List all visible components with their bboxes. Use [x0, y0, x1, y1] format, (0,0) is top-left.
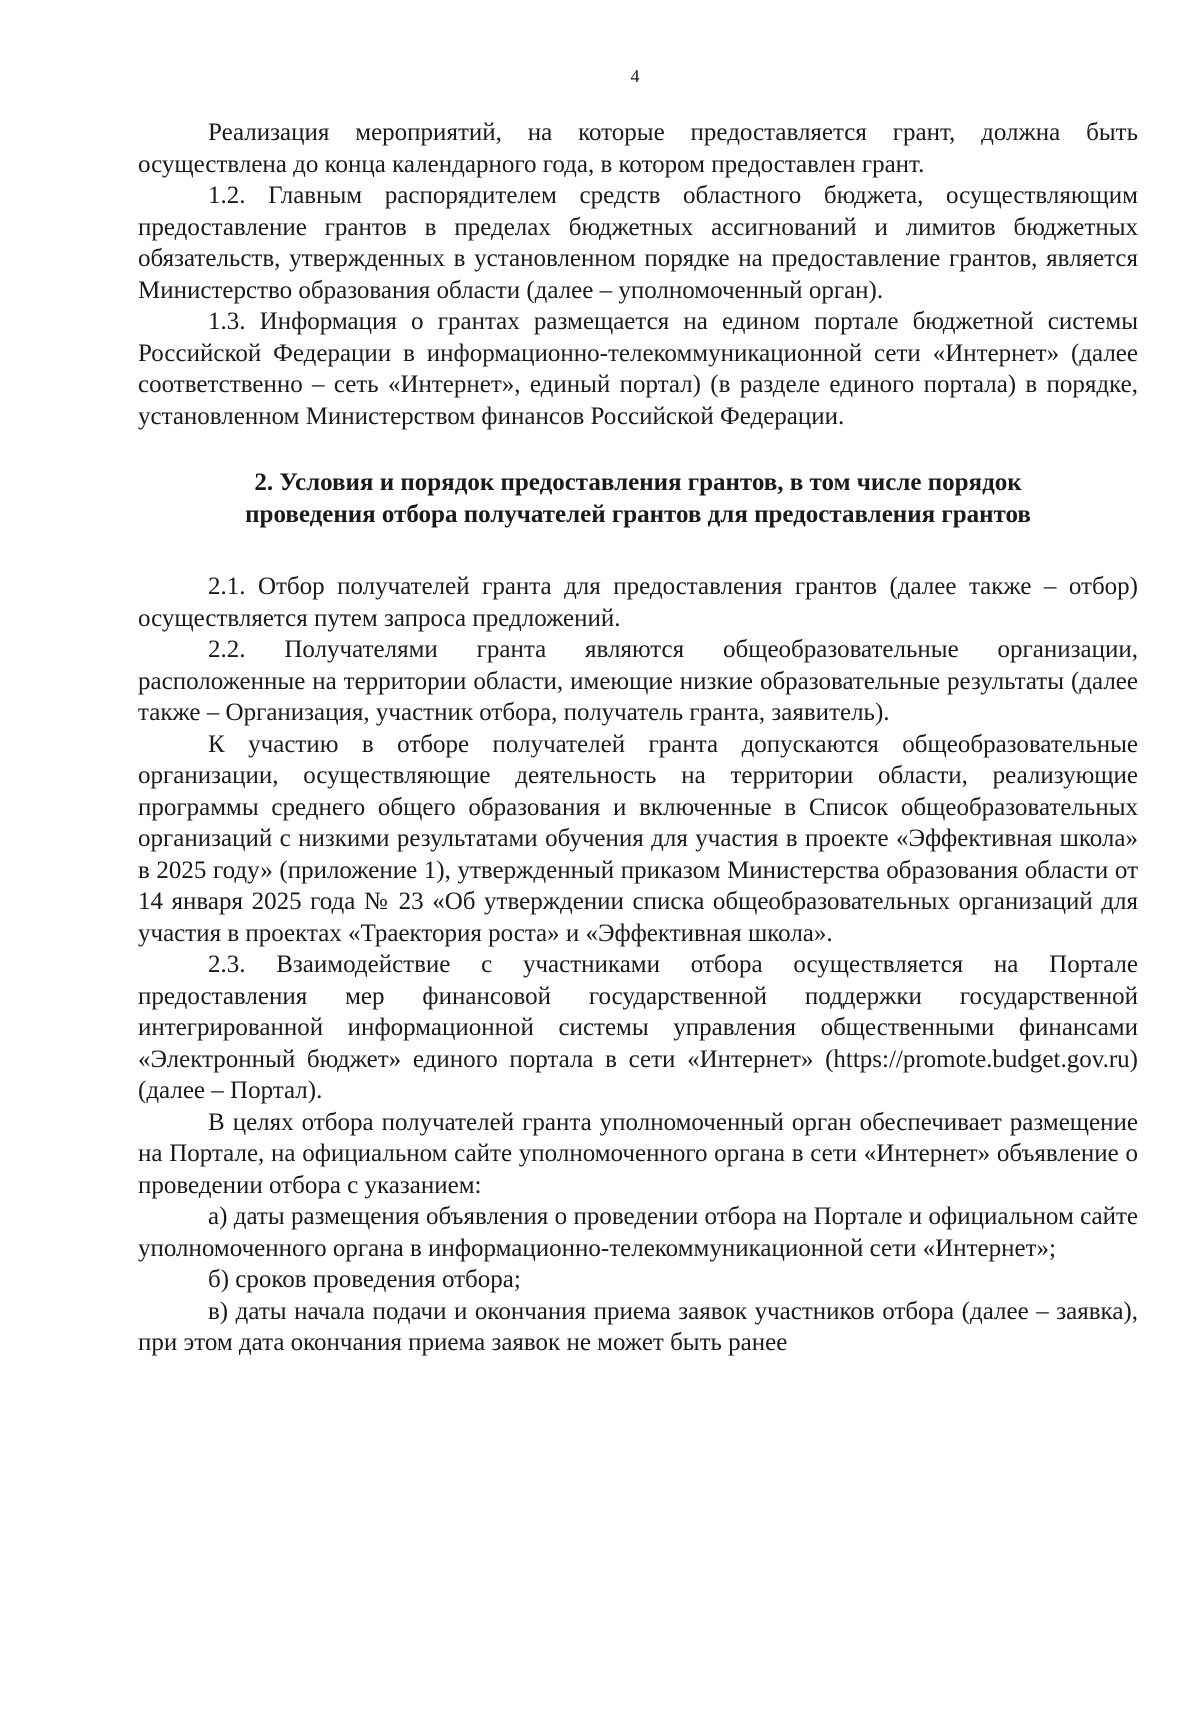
paragraph-1-2: 1.2. Главным распорядителем средств областного бюджета, осуществляющим предоставление грантов в пределах бюджетных ассигнований и лимитов бюджетных обязательств, утвержденных в установленном порядке на предоставление грантов, является Министерство образования области (далее – уполномоченный орган). [138, 182, 1138, 304]
paragraph-2-3: 2.3. Взаимодействие с участниками отбора осуществляется на Портале предоставления мер финансовой государственной поддержки государственной интегрированной информационной системы управления общественными финансами «Электронный бюджет» единого портала в сети «Интернет» (https://promote.budget.gov.ru) (далее – Портал). [138, 951, 1138, 1104]
paragraph-item-a: а) даты размещения объявления о проведении отбора на Портале и официальном сайте уполномоченного органа в информационно-телекоммуникационной сети «Интернет»; [138, 1203, 1138, 1262]
section-heading-line-1: 2. Условия и порядок предоставления грантов, в том числе порядок [254, 469, 1022, 496]
paragraph-2-2: 2.2. Получателями гранта являются общеобразовательные организации, расположенные на территории области, имеющие низкие образовательные результаты (далее также – Организация, участник отбора, получатель гранта, заявитель). [138, 636, 1138, 726]
paragraph-announcement: В целях отбора получателей гранта уполномоченный орган обеспечивает размещение на Портале, на официальном сайте уполномоченного органа в сети «Интернет» объявление о проведении отбора с указанием: [138, 1108, 1138, 1199]
page-number: 4 [630, 66, 640, 86]
paragraph-2-1: 2.1. Отбор получателей гранта для предоставления грантов (далее также – отбор) осуществляется путем запроса предложений. [138, 573, 1138, 632]
paragraph-grant-implementation: Реализация мероприятий, на которые предоставляется грант, должна быть осуществлена до конца календарного года, в котором предоставлен грант. [138, 119, 1138, 178]
paragraph-item-v: в) даты начала подачи и окончания приема заявок участников отбора (далее – заявка), при этом дата окончания приема заявок не может быть ранее [138, 1297, 1138, 1356]
paragraph-1-3: 1.3. Информация о грантах размещается на едином портале бюджетной системы Российской Федерации в информационно-телекоммуникационной сети «Интернет» (далее соответственно – сеть «Интернет», единый портал) (в разделе единого портала) в порядке, установленном Министерством финансов Российской Федерации. [138, 308, 1138, 430]
section-heading-2 [138, 467, 1138, 531]
document-body [138, 117, 1138, 1359]
paragraph-participation: К участию в отборе получателей гранта допускаются общеобразовательные организации, осуществляющие деятельность на территории области, реализующие программы среднего общего образования и включенные в Список общеобразовательных организаций с низкими результатами обучения для участия в проекте «Эффективная школа» в 2025 году» (приложение 1), утвержденный приказом Министерства образования области от 14 января 2025 года № 23 «Об утверждении списка общеобразовательных организаций для участия в проектах «Траектория роста» и «Эффективная школа». [138, 730, 1138, 947]
paragraph-item-b: б) сроков проведения отбора; [208, 1266, 521, 1293]
section-heading-line-2: проведения отбора получателей грантов для предоставления грантов [245, 501, 1031, 528]
